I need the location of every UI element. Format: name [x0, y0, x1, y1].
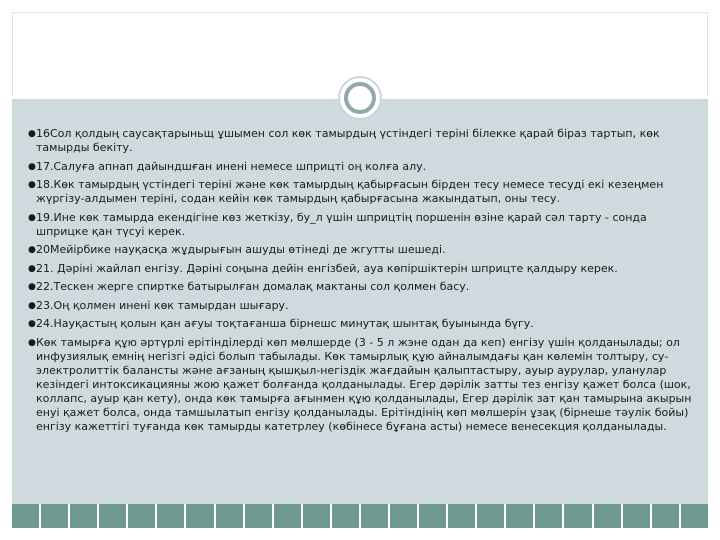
footer-stripe — [681, 504, 708, 528]
list-item — [28, 336, 696, 434]
list-item — [28, 211, 696, 239]
list-item — [28, 178, 696, 206]
list-item-text: 20Мейірбике науқасқа жұдырығын ашуды өтінеді де жгутты шешеді. — [36, 243, 446, 256]
bullet-icon: ● — [28, 300, 36, 311]
bullet-icon: ● — [28, 212, 36, 223]
list-item — [28, 160, 696, 174]
list-item-text: Көк тамырға құю әртүрлі ерітінділерді көп мөлшерде (3 - 5 л жэне одан да кеп) енгізу үшін қолданылады; ол инфузиялық емнің негізгі әдісі болып табылады. Көк тамырлық құю айналымдағы қан көлемін толтыру, су-электролиттік балансты және ағзаның қышқыл-негіздік жағдайын қалыптастыру, ауыр аурулар, уланулар кезіндегі интоксикацияны жою қажет болғанда қолданылады. Егер дәрілік затты тез енгізу қажет болса (шок, коллапс, ауыр қан кету), онда көк тамырға ағынмен құю қолданылады, Егер дәрілік зат қан тамырына акырын енуі қажет болса, онда тамшылатып енгізу қолданылады. Ерітіндінің көп мөлшерін ұзақ (бірнеше тәулік бойы) енгізу кажеттігі туғанда көк тамырды катетрлеу (көбінесе бұғана асты) немесе венесекция қолданылады. — [36, 335, 692, 433]
list-item — [28, 280, 696, 294]
footer-stripe — [390, 504, 417, 528]
bullet-icon: ● — [28, 319, 36, 329]
footer-stripe — [186, 504, 213, 528]
footer-stripe — [303, 504, 330, 528]
bullet-icon: ● — [28, 282, 36, 292]
bullet-list — [28, 127, 696, 438]
footer-stripe — [70, 504, 97, 528]
footer-stripe — [506, 504, 533, 528]
list-item-text: 16Сол қолдың саусақтарыньщ ұшымен сол көк тамырдың үстіндегі терінi білекке қарай біраз тартып, көк тамырды бекіту. — [36, 127, 660, 154]
bullet-icon: ● — [28, 263, 36, 274]
list-item-text: 19.Ине көк тамырда екендігіне көз жеткізу, бу_л үшін шприцтің поршенін өзіне қарай сәл тарту - сонда шприцке қан түсуі керек. — [36, 210, 647, 238]
footer-stripe — [274, 504, 301, 528]
footer-stripe — [216, 504, 243, 528]
footer-stripe — [128, 504, 155, 528]
list-item — [28, 317, 696, 331]
footer-stripe — [448, 504, 475, 528]
list-item-text: 18.Көк тамырдың үстіндегі терінi және көк тамырдың қабырғасын бірден тесу немесе тесуді екі кезеңмен жүргізу-алдымен терінi, содан кейін көк тамырдың қабырғасына жакындатып, оны тесу. — [36, 178, 664, 205]
footer-stripe — [623, 504, 650, 528]
footer-stripe — [535, 504, 562, 528]
list-item — [28, 299, 696, 313]
footer-stripe — [157, 504, 184, 528]
bullet-icon: ● — [28, 337, 36, 348]
bullet-icon: ● — [28, 245, 36, 255]
footer-stripe — [41, 504, 68, 528]
list-item — [28, 243, 696, 257]
circle-ornament-icon — [338, 76, 382, 120]
footer-stripe — [361, 504, 388, 528]
list-item-text: 23.Оң қолмен инені көк тамырдан шығару. — [36, 298, 289, 312]
footer-stripe-bar — [12, 504, 708, 528]
footer-stripe — [12, 504, 39, 528]
footer-stripe — [652, 504, 679, 528]
footer-stripe — [332, 504, 359, 528]
footer-stripe — [594, 504, 621, 528]
list-item — [28, 262, 696, 276]
footer-stripe — [564, 504, 591, 528]
list-item-text: 21. Дәріні жайлап енгізу. Дәріні соңына дейін енгізбей, ауа көпіршіктерін шприцте қалдыру керек. — [36, 261, 618, 275]
list-item — [28, 127, 696, 155]
bullet-icon: ● — [28, 129, 36, 139]
footer-stripe — [99, 504, 126, 528]
footer-stripe — [477, 504, 504, 528]
footer-stripe — [245, 504, 272, 528]
list-item-text: 22.Тескен жерге спиртке батырылған домалақ мактаны сол қолмен басу. — [36, 280, 470, 293]
list-item-text: 24.Науқастың қолын қан ағуы тоқтағанша бірнешс минутақ шынтақ буынында бүгу. — [36, 317, 534, 330]
list-item-text: 17.Салуға апнап дайындшған инені немесе шприцті оң колға алу. — [36, 159, 427, 173]
footer-stripe — [419, 504, 446, 528]
bullet-icon: ● — [28, 180, 36, 190]
bullet-icon: ● — [28, 161, 36, 172]
